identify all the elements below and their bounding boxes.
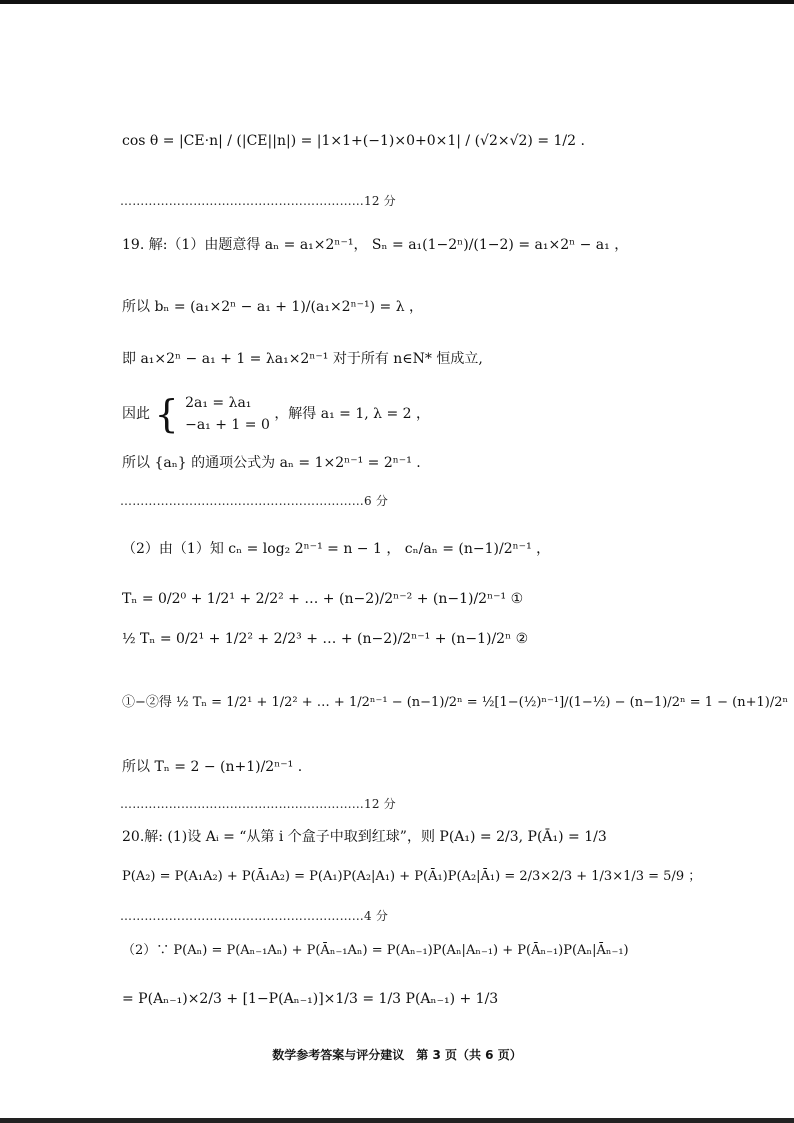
q19-subtraction: ①−②得 ½ Tₙ = 1/2¹ + 1/2² + … + 1/2ⁿ⁻¹ − (n−1)/2ⁿ = ½[1−(½)ⁿ⁻¹]/(1−½) − (n−1)/2ⁿ = 1 − (n+1)/2ⁿ [122,695,789,710]
q19-Tn-sum: Tₙ = 0/2⁰ + 1/2¹ + 2/2² + … + (n−2)/2ⁿ⁻² + (n−1)/2ⁿ⁻¹ ① [122,591,524,607]
system-prefix: 因此 [122,406,150,422]
q20-part2-heading: （2）∵ P(Aₙ) = P(Aₙ₋₁Aₙ) + P(Āₙ₋₁Aₙ) = P(Aₙ₋₁)P(Aₙ|Aₙ₋₁) + P(Āₙ₋₁)P(Aₙ|Āₙ₋₁) [122,943,629,958]
q19-identity-line: 即 a₁×2ⁿ − a₁ + 1 = λa₁×2ⁿ⁻¹ 对于所有 n∈N* 恒成立, [122,351,483,367]
q19-half-Tn-sum: ½ Tₙ = 0/2¹ + 1/2² + 2/2³ + … + (n−2)/2ⁿ⁻¹ + (n−1)/2ⁿ ② [122,631,529,647]
top-border [0,0,794,4]
left-brace: { [154,392,179,436]
q19-part2-heading: （2）由（1）知 cₙ = log₂ 2ⁿ⁻¹ = n − 1 ， cₙ/aₙ = (n−1)/2ⁿ⁻¹ ， [122,541,551,557]
score-marker-12-b: ……………………………………………………12 分 [120,797,396,811]
score-marker-12-a: ……………………………………………………12 分 [120,194,396,208]
q19-part1-heading: 19. 解:（1）由题意得 aₙ = a₁×2ⁿ⁻¹， Sₙ = a₁(1−2ⁿ)/(1−2) = a₁×2ⁿ − a₁ ， [122,237,629,253]
q20-probability-A2: P(A₂) = P(A₁A₂) + P(Ā₁A₂) = P(A₁)P(A₂|A₁) + P(Ā₁)P(A₂|Ā₁) = 2/3×2/3 + 1/3×1/3 = 5/9 ； [122,869,702,884]
score-marker-6: ……………………………………………………6 分 [120,494,389,508]
q19-general-term: 所以 {aₙ} 的通项公式为 aₙ = 1×2ⁿ⁻¹ = 2ⁿ⁻¹ . [122,455,421,471]
system-suffix: ，解得 a₁ = 1, λ = 2 ， [274,406,431,422]
system-eq-1: 2a₁ = λa₁ [185,395,252,411]
equation-system [185,392,270,436]
q19-bn-line: 所以 bₙ = (a₁×2ⁿ − a₁ + 1)/(a₁×2ⁿ⁻¹) = λ ， [122,299,424,315]
system-eq-2: −a₁ + 1 = 0 [185,417,270,433]
q20-recurrence: = P(Aₙ₋₁)×2/3 + [1−P(Aₙ₋₁)]×1/3 = 1/3 P(Aₙ₋₁) + 1/3 [122,991,499,1007]
q19-Tn-result: 所以 Tₙ = 2 − (n+1)/2ⁿ⁻¹ . [122,759,303,775]
cos-equation: cos θ = |CE·n| / (|CE||n|) = |1×1+(−1)×0+0×1| / (√2×√2) = 1/2 . [122,133,585,149]
score-marker-4: ……………………………………………………4 分 [120,909,389,923]
q20-part1-heading: 20.解: (1)设 Aᵢ = “从第 i 个盒子中取到红球”，则 P(A₁) = 2/3, P(Ā₁) = 1/3 [122,829,607,845]
bottom-border [0,1118,794,1123]
q19-system-line [122,392,430,436]
page-footer: 数学参考答案与评分建议 第 3 页（共 6 页） [272,1048,522,1062]
